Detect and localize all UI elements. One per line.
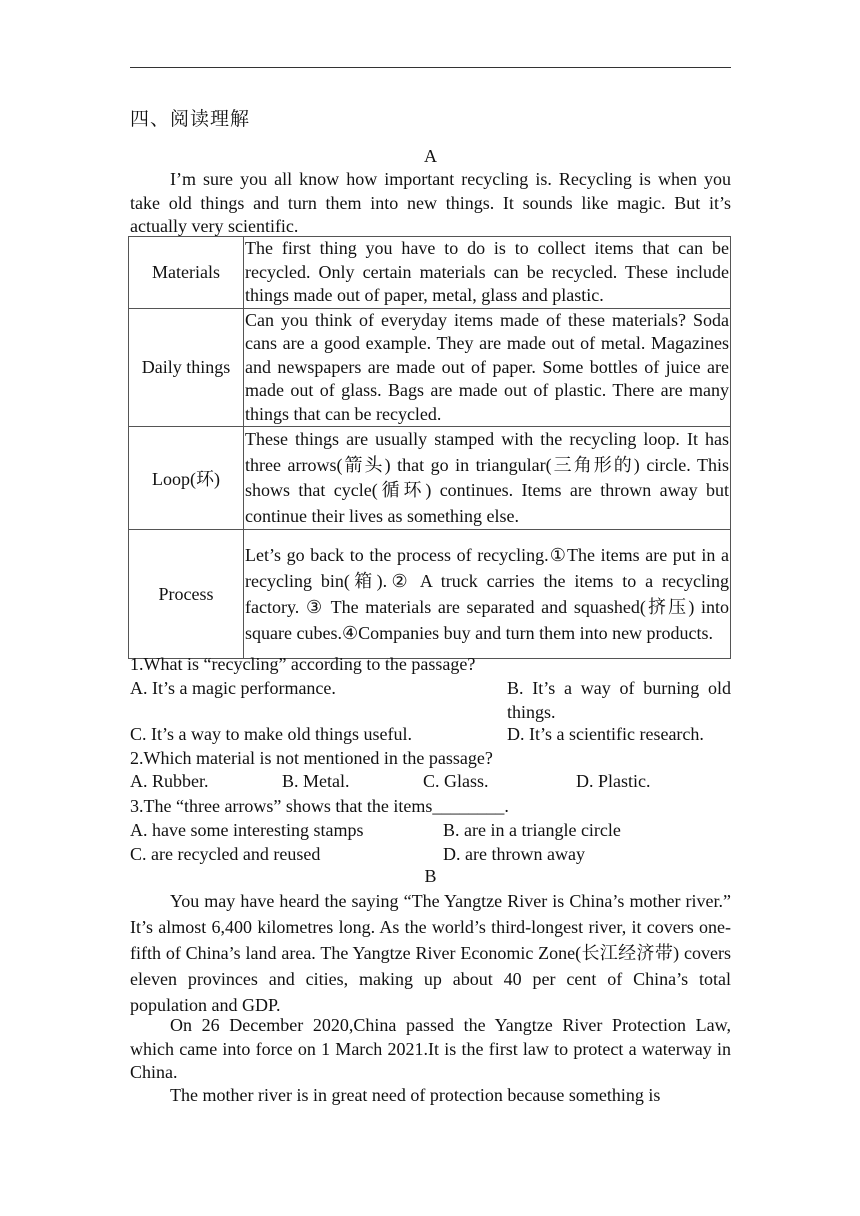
table-row [129,530,731,659]
question-1-option-b: B. It’s a way of burning old things. [507,678,731,722]
recycling-table [128,236,731,659]
row-label-materials: Materials [129,237,244,309]
question-3-option-d: D. are thrown away [443,844,585,864]
question-1-stem: 1.What is “recycling” according to the passage? [130,654,476,674]
row-label-loop: Loop(环) [129,427,244,530]
question-3-option-c: C. are recycled and reused [130,844,321,864]
row-text-loop: These things are usually stamped with the recycling loop. It has three arrows(箭头) that go in triangular(三角形的) circle. This shows that cycle(循环) continues. Items are thrown away but continue their lives as something else. [244,427,731,530]
question-1-option-c: C. It’s a way to make old things useful. [130,724,412,744]
passage-a-intro: I’m sure you all know how important recycling is. Recycling is when you take old things and turn them into new things. It sounds like magic. But it’s actually very scientific. [130,169,731,236]
question-1-option-b-first [507,677,731,724]
question-2-option-b: B. Metal. [282,771,350,791]
passage-a-label: A [424,146,437,166]
passage-b-paragraph-3: The mother river is in great need of protection because something is [170,1085,661,1105]
passage-b-paragraph-2: On 26 December 2020,China passed the Yangtze River Protection Law, which came into force on 1 March 2021.It is the first law to protect a waterway in China. [130,1015,731,1082]
table-row [129,237,731,309]
row-text-daily-things: Can you think of everyday items made of these materials? Soda cans are a good example. They are made out of metal. Magazines and newspapers are made out of paper. Some bottles of juice are made out of glass. Bags are made out of plastic. There are many things that can be recycled. [244,308,731,427]
row-label-process: Process [129,530,244,659]
row-label-daily-things: Daily things [129,308,244,427]
question-3-option-a: A. have some interesting stamps [130,820,364,840]
question-2-stem: 2.Which material is not mentioned in the passage? [130,748,493,768]
question-3-stem: 3.The “three arrows” shows that the items________. [130,796,509,816]
header-rule [130,67,731,68]
row-text-process: Let’s go back to the process of recycling.①The items are put in a recycling bin(箱).② A truck carries the items to a recycling factory. ③ The materials are separated and squashed(挤压) into square cubes.④Companies buy and turn them into new products. [244,530,731,659]
question-1-option-a: A. It’s a magic performance. [130,678,336,698]
question-1-option-d: D. It’s a scientific research. [507,724,704,744]
passage-b-label: B [424,866,437,886]
question-2-option-d: D. Plastic. [576,771,651,791]
section-title: 四、阅读理解 [130,109,251,130]
row-text-materials: The first thing you have to do is to collect items that can be recycled. Only certain materials can be recycled. These include things made out of paper, metal, glass and plastic. [244,237,731,309]
question-2-option-c: C. Glass. [423,771,489,791]
table-row [129,427,731,530]
passage-b-paragraph-1: You may have heard the saying “The Yangtze River is China’s mother river.” It’s almost 6,400 kilometres long. As the world’s third-longest river, it covers one-fifth of China’s land area. The Yangtze River Economic Zone(长江经济带) covers eleven provinces and cities, making up about 40 per cent of China’s total population and GDP. [130,891,731,1015]
table-row [129,308,731,427]
question-3-option-b: B. are in a triangle circle [443,820,621,840]
question-2-option-a: A. Rubber. [130,771,209,791]
